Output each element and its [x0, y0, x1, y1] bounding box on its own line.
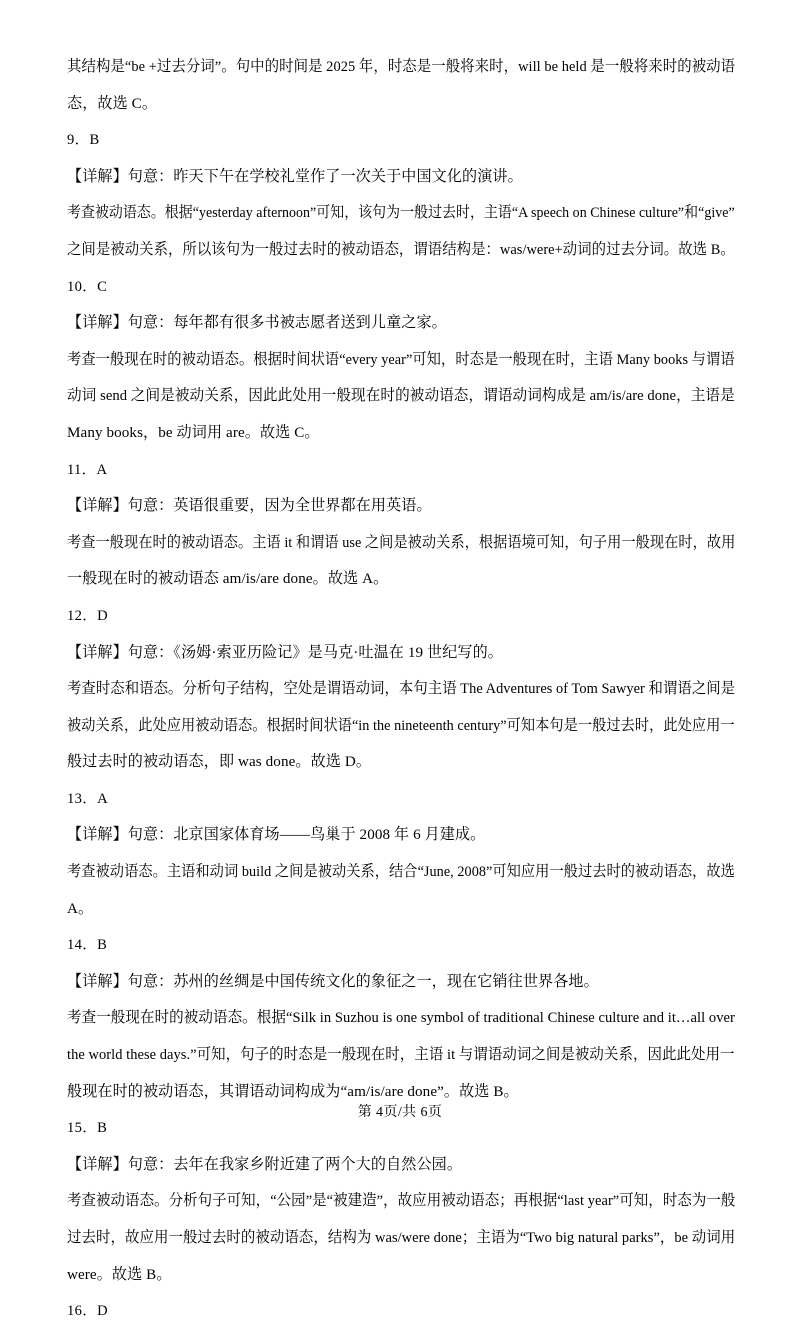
text-line: 【详解】句意：每年都有很多书被志愿者送到儿童之家。 [67, 315, 447, 332]
answer-line: 9．B [67, 132, 100, 149]
page-footer: 第 4页/共 6页 [357, 1105, 443, 1120]
text-line: 【详解】句意：《汤姆·索亚历险记》是马克·吐温在 19 世纪写的。 [67, 644, 503, 661]
answer-line: 16．D [67, 1303, 108, 1320]
text-line: 过去时，故应用一般过去时的被动语态，结构为 was/were done；主语为“Two big natural parks”，be 动词用 [67, 1230, 736, 1246]
text-line: 动词 send 之间是被动关系，因此此处用一般现在时的被动语态，谓语动词构成是 am/is/are done，主语是 [67, 388, 735, 405]
text-line: 一般现在时的被动语态 am/is/are done。故选 A。 [67, 571, 389, 588]
text-line: 【详解】句意：苏州的丝绸是中国传统文化的象征之一，现在它销往世界各地。 [67, 973, 599, 990]
text-line: 被动关系，此处应用被动语态。根据时间状语“in the nineteenth century”可知本句是一般过去时，此处应用一 [67, 717, 735, 734]
answer-line: 13．A [67, 790, 108, 807]
text-line: 般过去时的被动语态，即 was done。故选 D。 [67, 754, 372, 771]
text-line: 考查被动语态。根据“yesterday afternoon”可知，该句为一般过去时，主语“A speech on Chinese culture”和“give” [67, 205, 735, 222]
answer-line: 15．B [67, 1120, 108, 1137]
text-line: 考查一般现在时的被动语态。根据“Silk in Suzhou is one symbol of traditional Chinese culture and it…all over [67, 1010, 735, 1027]
text-line: 态，故选 C。 [67, 95, 158, 112]
document-body [67, 49, 735, 1330]
text-line: 【详解】句意：北京国家体育场——鸟巢于 2008 年 6 月建成。 [67, 827, 486, 844]
text-line: were。故选 B。 [67, 1266, 172, 1283]
text-line: 考查一般现在时的被动语态。根据时间状语“every year”可知，时态是一般现在时，主语 Many books 与谓语 [67, 351, 735, 368]
text-line: 【详解】句意：英语很重要，因为全世界都在用英语。 [67, 498, 432, 515]
text-line: 考查被动语态。主语和动词 build 之间是被动关系，结合“June, 2008”可知应用一般过去时的被动语态，故选 [67, 864, 735, 881]
text-line: 【详解】句意：去年在我家乡附近建了两个大的自然公园。 [67, 1156, 463, 1173]
text-line: 般现在时的被动语态，其谓语动词构成为“am/is/are done”。故选 B。 [67, 1083, 519, 1100]
text-line: A。 [67, 900, 94, 917]
text-line: 考查一般现在时的被动语态。主语 it 和谓语 use 之间是被动关系，根据语境可知，句子用一般现在时，故用 [67, 534, 736, 551]
text-line: Many books，be 动词用 are。故选 C。 [67, 424, 320, 441]
answer-line: 12．D [67, 607, 108, 624]
answer-line: 11．A [67, 461, 108, 478]
text-line: 之间是被动关系，所以该句为一般过去时的被动语态，谓语结构是：was/were+动词的过去分词。故选 B。 [67, 241, 735, 258]
answer-line: 10．C [67, 278, 108, 295]
text-line: 其结构是“be +过去分词”。句中的时间是 2025 年，时态是一般将来时，will be held 是一般将来时的被动语 [67, 59, 736, 75]
answer-line: 14．B [67, 937, 108, 954]
text-line: 【详解】句意：昨天下午在学校礼堂作了一次关于中国文化的演讲。 [67, 168, 523, 185]
text-line: 考查被动语态。分析句子可知，“公园”是“被建造”，故应用被动语态；再根据“last year”可知，时态为一般 [67, 1193, 736, 1210]
text-line: 考查时态和语态。分析句子结构，空处是谓语动词，本句主语 The Adventures of Tom Sawyer 和谓语之间是 [67, 681, 736, 698]
text-line: the world these days.”可知，句子的时态是一般现在时，主语 it 与谓语动词之间是被动关系，因此此处用一 [67, 1047, 735, 1064]
